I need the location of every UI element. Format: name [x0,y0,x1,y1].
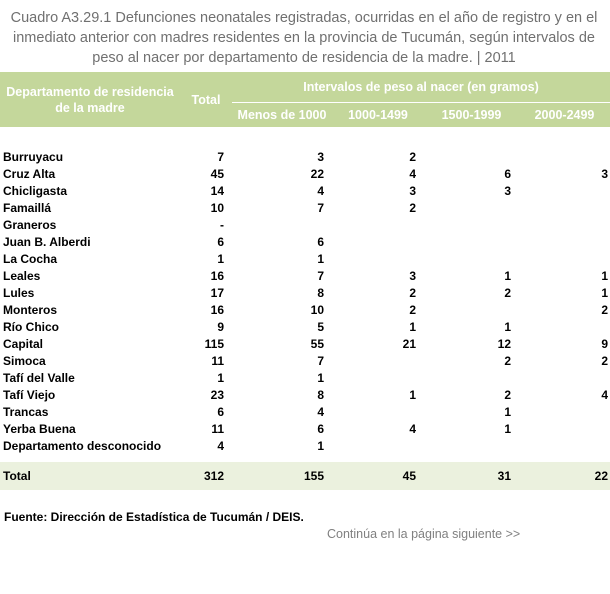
cell-value: 1 [409,388,416,402]
cell-value: 1 [504,269,511,283]
table-row [0,251,610,268]
header-interval-2: 1000-1499 [332,102,424,127]
cell-value: 155 [232,462,332,490]
table-body [0,127,610,490]
cell-value: 12 [497,337,511,351]
table-row [0,404,610,421]
header-department: Departamento de residencia de la madre [0,72,180,127]
table-row [0,183,610,200]
cell-value [519,421,610,438]
table-row [0,387,610,404]
row-label: Capital [3,337,44,351]
cell-value: 4 [601,388,608,402]
cell-value: 3 [601,167,608,181]
row-label: Tafí del Valle [3,371,75,385]
row-label: Yerba Buena [3,422,76,436]
row-label: Graneros [3,218,57,232]
cell-value: - [220,218,224,232]
cell-value: 6 [504,167,511,181]
cell-value: 2 [504,286,511,300]
cell-value: 31 [424,462,519,490]
cell-value: 55 [310,337,324,351]
cell-value [332,353,424,370]
cell-value: 1 [504,320,511,334]
header-total: Total [180,72,232,127]
row-label: Chicligasta [3,184,68,198]
header-interval-3: 1500-1999 [424,102,519,127]
cell-value: 9 [601,337,608,351]
cell-value [424,251,519,268]
cell-value [519,370,610,387]
table-row [0,200,610,217]
cell-value [332,404,424,421]
cell-value: 45 [332,462,424,490]
source-note: Fuente: Dirección de Estadística de Tucumán / DEIS. [4,510,304,524]
cell-value: 7 [317,201,324,215]
cell-value [332,217,424,234]
table-row [0,234,610,251]
cell-value: 4 [317,184,324,198]
row-label: Leales [3,269,41,283]
cell-value: 4 [409,422,416,436]
table-row [0,353,610,370]
row-label: Departamento desconocido [3,439,162,453]
cell-value [519,251,610,268]
row-label: Trancas [3,405,49,419]
cell-value [519,319,610,336]
cell-value: 7 [317,354,324,368]
cell-value [332,438,424,455]
table-row [0,149,610,166]
cell-value: 22 [310,167,324,181]
cell-value: 2 [601,354,608,368]
cell-value [332,234,424,251]
row-label: Total [0,462,180,490]
cell-value: 3 [409,184,416,198]
cell-value [519,404,610,421]
cell-value: 1 [601,286,608,300]
cell-value [232,217,332,234]
cell-value: 1 [601,269,608,283]
data-table [0,72,610,490]
table-row [0,421,610,438]
cell-value [424,234,519,251]
cell-value: 1 [217,371,224,385]
table-row [0,166,610,183]
row-label: Famaillá [3,201,52,215]
cell-value: 2 [504,388,511,402]
cell-value: 1 [504,422,511,436]
cell-value: 7 [217,150,224,164]
cell-value [519,234,610,251]
cell-value: 8 [317,286,324,300]
cell-value [332,370,424,387]
cell-value: 45 [210,167,224,181]
cell-value [424,200,519,217]
row-label: Río Chico [3,320,59,334]
row-label: Simoca [3,354,46,368]
table-title: Cuadro A3.29.1 Defunciones neonatales registradas, ocurridas en el año de registro y en el inmediato anterior con madres residentes en la provincia de Tucumán, según intervalos de peso al nacer por departamento de residencia de la madre. | 2011 [10,10,598,66]
cell-value: 312 [180,462,232,490]
table-row [0,370,610,387]
cell-value: 2 [601,303,608,317]
cell-value: 8 [317,388,324,402]
row-label: Tafí Viejo [3,388,56,402]
cell-value [332,251,424,268]
cell-value: 22 [519,462,610,490]
cell-value: 1 [217,252,224,266]
table-row [0,268,610,285]
cell-value: 2 [409,201,416,215]
cell-value: 3 [409,269,416,283]
cell-value: 115 [204,337,224,351]
cell-value: 4 [409,167,416,181]
table-row [0,438,610,455]
continue-link[interactable]: Continúa en la página siguiente >> [327,527,521,541]
cell-value: 6 [317,422,324,436]
cell-value: 23 [210,388,224,402]
table-row [0,302,610,319]
cell-value: 6 [217,235,224,249]
cell-value: 6 [217,405,224,419]
cell-value: 17 [210,286,224,300]
cell-value [424,149,519,166]
row-label: Cruz Alta [3,167,56,181]
row-label: Monteros [3,303,57,317]
row-label: Juan B. Alberdi [3,235,91,249]
table-row [0,285,610,302]
cell-value [519,149,610,166]
cell-value: 3 [504,184,511,198]
cell-value: 2 [409,286,416,300]
cell-value: 2 [409,150,416,164]
cell-value [519,183,610,200]
row-label: La Cocha [3,252,58,266]
cell-value: 1 [409,320,416,334]
cell-value: 21 [402,337,416,351]
cell-value: 4 [317,405,324,419]
table-row [0,319,610,336]
cell-value: 10 [210,201,224,215]
cell-value [424,438,519,455]
header-interval-1: Menos de 1000 [232,102,332,127]
cell-value: 11 [211,354,224,368]
cell-value: 5 [317,320,324,334]
cell-value: 7 [317,269,324,283]
total-row [0,462,610,490]
table-header [0,72,610,127]
cell-value: 16 [210,303,224,317]
cell-value: 4 [217,439,224,453]
cell-value [519,217,610,234]
cell-value: 1 [504,405,511,419]
cell-value [424,370,519,387]
table-row [0,217,610,234]
row-label: Burruyacu [3,150,64,164]
header-interval-4: 2000-2499 [519,102,610,127]
cell-value: 14 [210,184,224,198]
cell-value [519,438,610,455]
cell-value: 16 [210,269,224,283]
cell-value: 1 [317,252,324,266]
row-label: Lules [3,286,35,300]
cell-value: 2 [504,354,511,368]
cell-value: 6 [317,235,324,249]
cell-value: 3 [317,150,324,164]
cell-value: 2 [409,303,416,317]
cell-value: 1 [317,439,324,453]
header-interval-group: Intervalos de peso al nacer (en gramos) [232,72,610,102]
table-row [0,336,610,353]
cell-value: 10 [310,303,324,317]
cell-value: 1 [317,371,324,385]
cell-value [519,200,610,217]
cell-value [424,302,519,319]
cell-value: 11 [211,422,224,436]
cell-value [424,217,519,234]
cell-value: 9 [217,320,224,334]
